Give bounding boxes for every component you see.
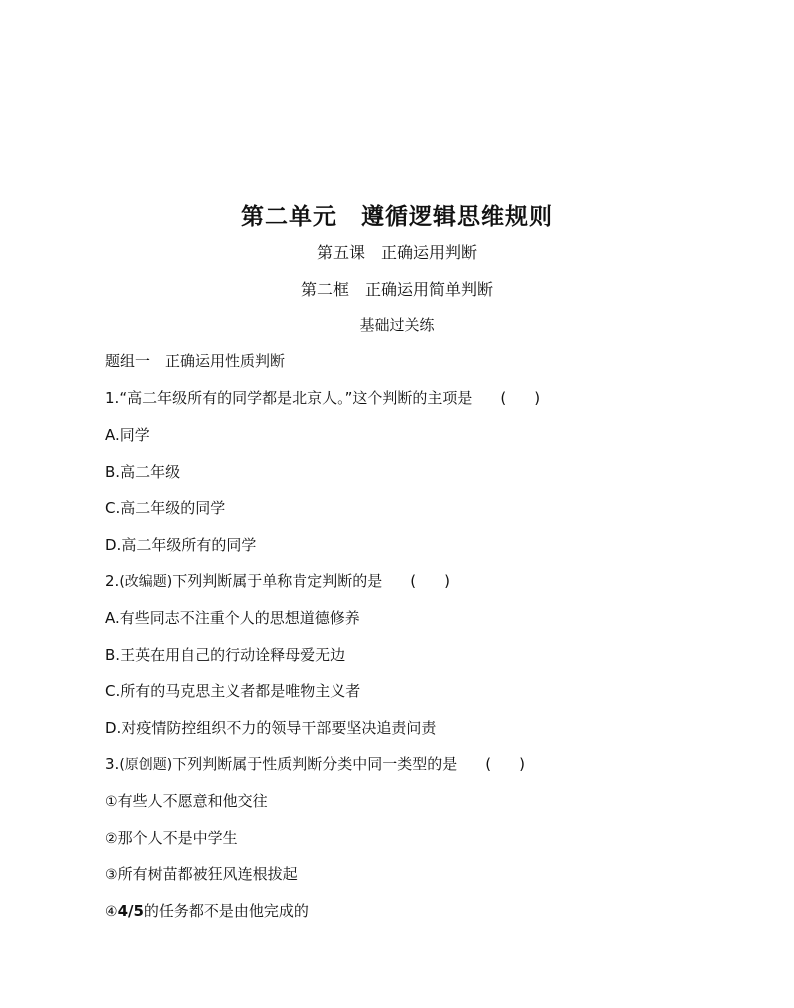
answer-paren-close: ) [444,572,450,590]
question-stem: “高二年级所有的同学都是北京人。”这个判断的主项是 [119,389,473,407]
option-label: A. [105,609,120,627]
option-text: 有些同志不注重个人的思想道德修养 [119,609,360,627]
question-stem: 下列判断属于性质判断分类中同一类型的是 [172,755,458,773]
statement-1 [105,790,268,811]
option-c [105,680,360,701]
statement-2 [105,827,238,848]
option-b [105,461,180,482]
option-text: 高二年级 [120,463,181,481]
statement-text: 的任务都不是由他完成的 [143,902,309,920]
fraction-text: 4/5 [117,902,144,920]
question-3 [105,753,525,774]
unit-title: 第二单元 遵循逻辑思维规则 [241,204,553,230]
statement-text: 有些人不愿意和他交往 [117,792,268,810]
answer-paren-open: ( [485,755,492,773]
answer-paren-close: ) [519,755,525,773]
group-title: 题组一 正确运用性质判断 [105,352,286,370]
option-text: 王英在用自己的行动诠释母爱无边 [120,646,346,664]
option-label: D. [105,536,122,554]
statement-label: ③ [105,867,118,883]
statement-4 [105,900,309,921]
option-a [105,424,150,445]
question-number: 1. [105,389,120,407]
question-2 [105,570,450,591]
question-tag: (原创题) [119,757,173,773]
option-d [105,534,256,555]
question-1 [105,387,540,408]
section-title: 基础过关练 [359,316,435,334]
answer-paren-open: ( [410,572,417,590]
question-stem: 下列判断属于单称肯定判断的是 [172,572,383,590]
option-text: 所有的马克思主义者都是唯物主义者 [120,682,361,700]
option-b [105,644,345,665]
option-text: 同学 [119,426,150,444]
question-tag: (改编题) [119,574,173,590]
statement-label: ④ [105,904,118,920]
statement-label: ② [105,831,118,847]
lesson-title: 第五课 正确运用判断 [316,243,477,262]
option-label: C. [105,499,121,517]
answer-paren-open: ( [500,389,507,407]
option-label: B. [105,463,121,481]
question-number: 3. [105,755,120,773]
option-text: 高二年级所有的同学 [121,536,257,554]
question-number: 2. [105,572,120,590]
option-label: A. [105,426,120,444]
option-text: 对疫情防控组织不力的领导干部要坚决追责问责 [121,719,437,737]
statement-text: 那个人不是中学生 [117,829,238,847]
statement-label: ① [105,794,118,810]
option-label: C. [105,682,121,700]
option-label: D. [105,719,122,737]
option-d [105,717,436,738]
option-text: 高二年级的同学 [120,499,226,517]
statement-text: 所有树苗都被狂风连根拔起 [117,865,298,883]
option-a [105,607,360,628]
frame-title: 第二框 正确运用简单判断 [300,280,493,299]
statement-3 [105,863,298,884]
option-label: B. [105,646,121,664]
option-c [105,497,225,518]
answer-paren-close: ) [534,389,541,407]
